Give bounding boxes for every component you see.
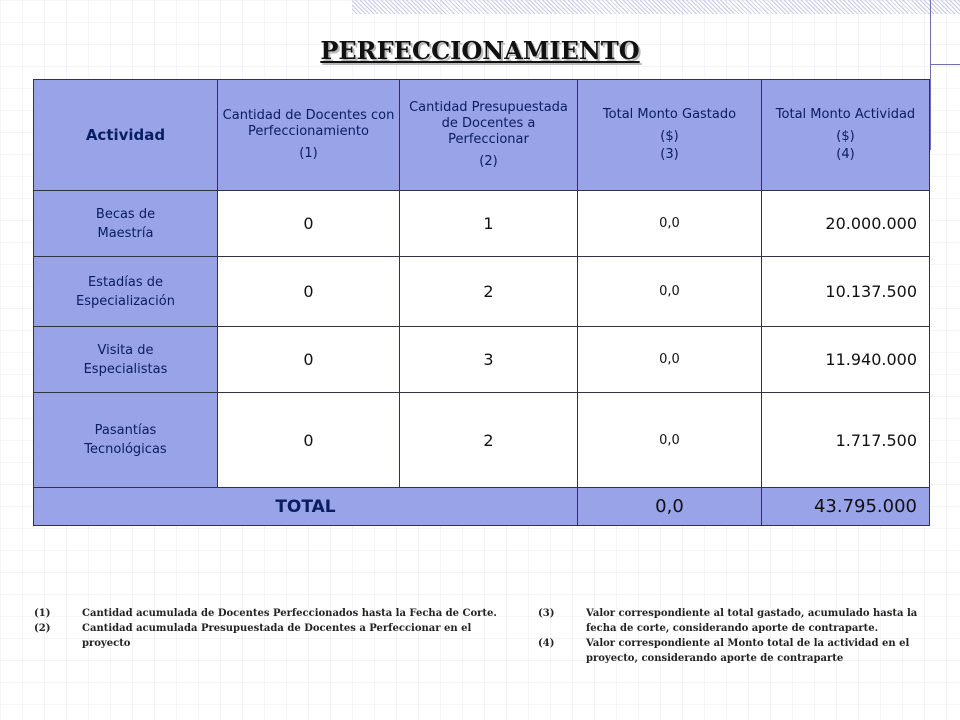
perfeccionamiento-table <box>33 79 930 526</box>
footnote-key: (3) <box>538 608 555 619</box>
row-label-line1: Pasantías <box>94 423 157 438</box>
row-label-line1: Becas de <box>95 206 156 222</box>
row-label-line2: Maestría <box>97 225 154 241</box>
cell-monto-gastado: 0,0 <box>578 257 762 327</box>
header-col3-unit: ($) <box>660 129 679 144</box>
row-label-line1: Visita de <box>97 342 154 358</box>
header-col1-label: Cantidad de Docentes con Perfeccionamiento <box>222 108 395 139</box>
cell-monto-actividad: 11.940.000 <box>762 327 930 393</box>
footnote <box>538 636 928 666</box>
row-label <box>34 191 218 257</box>
cell-docentes: 0 <box>218 257 400 327</box>
table-row <box>34 191 930 257</box>
row-label-line2: Especialistas <box>83 361 168 377</box>
cell-presupuestada: 2 <box>400 393 578 488</box>
header-col4-label: Total Monto Actividad <box>775 107 916 122</box>
footnote-text: Valor correspondiente al Monto total de la actividad en el proyecto, considerando aporte de contraparte <box>586 638 910 664</box>
header-col4 <box>762 80 930 191</box>
footnotes-right <box>538 606 928 666</box>
cell-monto-actividad: 20.000.000 <box>762 191 930 257</box>
table-total-row <box>34 488 930 526</box>
cell-monto-gastado: 0,0 <box>578 327 762 393</box>
page-title: PERFECCIONAMIENTO <box>320 36 640 65</box>
total-monto-gastado: 0,0 <box>578 488 762 526</box>
header-col3-label: Total Monto Gastado <box>602 107 737 122</box>
footnote-key: (2) <box>34 623 51 634</box>
footnote <box>538 606 928 636</box>
total-monto-actividad: 43.795.000 <box>762 488 930 526</box>
table-row <box>34 327 930 393</box>
header-col3 <box>578 80 762 191</box>
footnotes-left <box>34 606 504 651</box>
cell-monto-gastado: 0,0 <box>578 191 762 257</box>
row-label <box>34 257 218 327</box>
cell-monto-gastado: 0,0 <box>578 393 762 488</box>
header-col2 <box>400 80 578 191</box>
cell-presupuestada: 2 <box>400 257 578 327</box>
row-label <box>34 327 218 393</box>
header-col2-num: (2) <box>479 154 498 169</box>
footnote <box>34 621 504 651</box>
cell-presupuestada: 1 <box>400 191 578 257</box>
cell-presupuestada: 3 <box>400 327 578 393</box>
row-label-line2: Especialización <box>76 293 175 309</box>
footnote-key: (4) <box>538 638 555 649</box>
header-col2-label: Cantidad Presupuestada de Docentes a Perfeccionar <box>409 100 568 147</box>
header-actividad: Actividad <box>34 80 218 191</box>
table-header-row <box>34 80 930 191</box>
header-col4-unit: ($) <box>836 129 855 144</box>
decorative-line <box>930 0 931 150</box>
cell-docentes: 0 <box>218 327 400 393</box>
cell-docentes: 0 <box>218 191 400 257</box>
table-row <box>34 393 930 488</box>
footnote-key: (1) <box>34 608 51 619</box>
header-col1-num: (1) <box>299 146 318 161</box>
total-label: TOTAL <box>34 488 578 526</box>
footnote-text: Cantidad acumulada de Docentes Perfeccionados hasta la Fecha de Corte. <box>82 608 497 619</box>
table-row <box>34 257 930 327</box>
cell-docentes: 0 <box>218 393 400 488</box>
header-col4-num: (4) <box>836 147 855 162</box>
decorative-pattern <box>352 0 960 14</box>
row-label-line2: Tecnológicas <box>84 442 167 457</box>
row-label <box>34 393 218 488</box>
footnote-text: Valor correspondiente al total gastado, acumulado hasta la fecha de corte, considerando aporte de contraparte. <box>586 608 918 634</box>
footnote-text: Cantidad acumulada Presupuestada de Docentes a Perfeccionar en el proyecto <box>82 623 472 649</box>
row-label-line1: Estadías de <box>87 274 164 290</box>
footnote <box>34 606 504 621</box>
header-col3-num: (3) <box>660 147 679 162</box>
cell-monto-actividad: 1.717.500 <box>762 393 930 488</box>
header-col1 <box>218 80 400 191</box>
cell-monto-actividad: 10.137.500 <box>762 257 930 327</box>
